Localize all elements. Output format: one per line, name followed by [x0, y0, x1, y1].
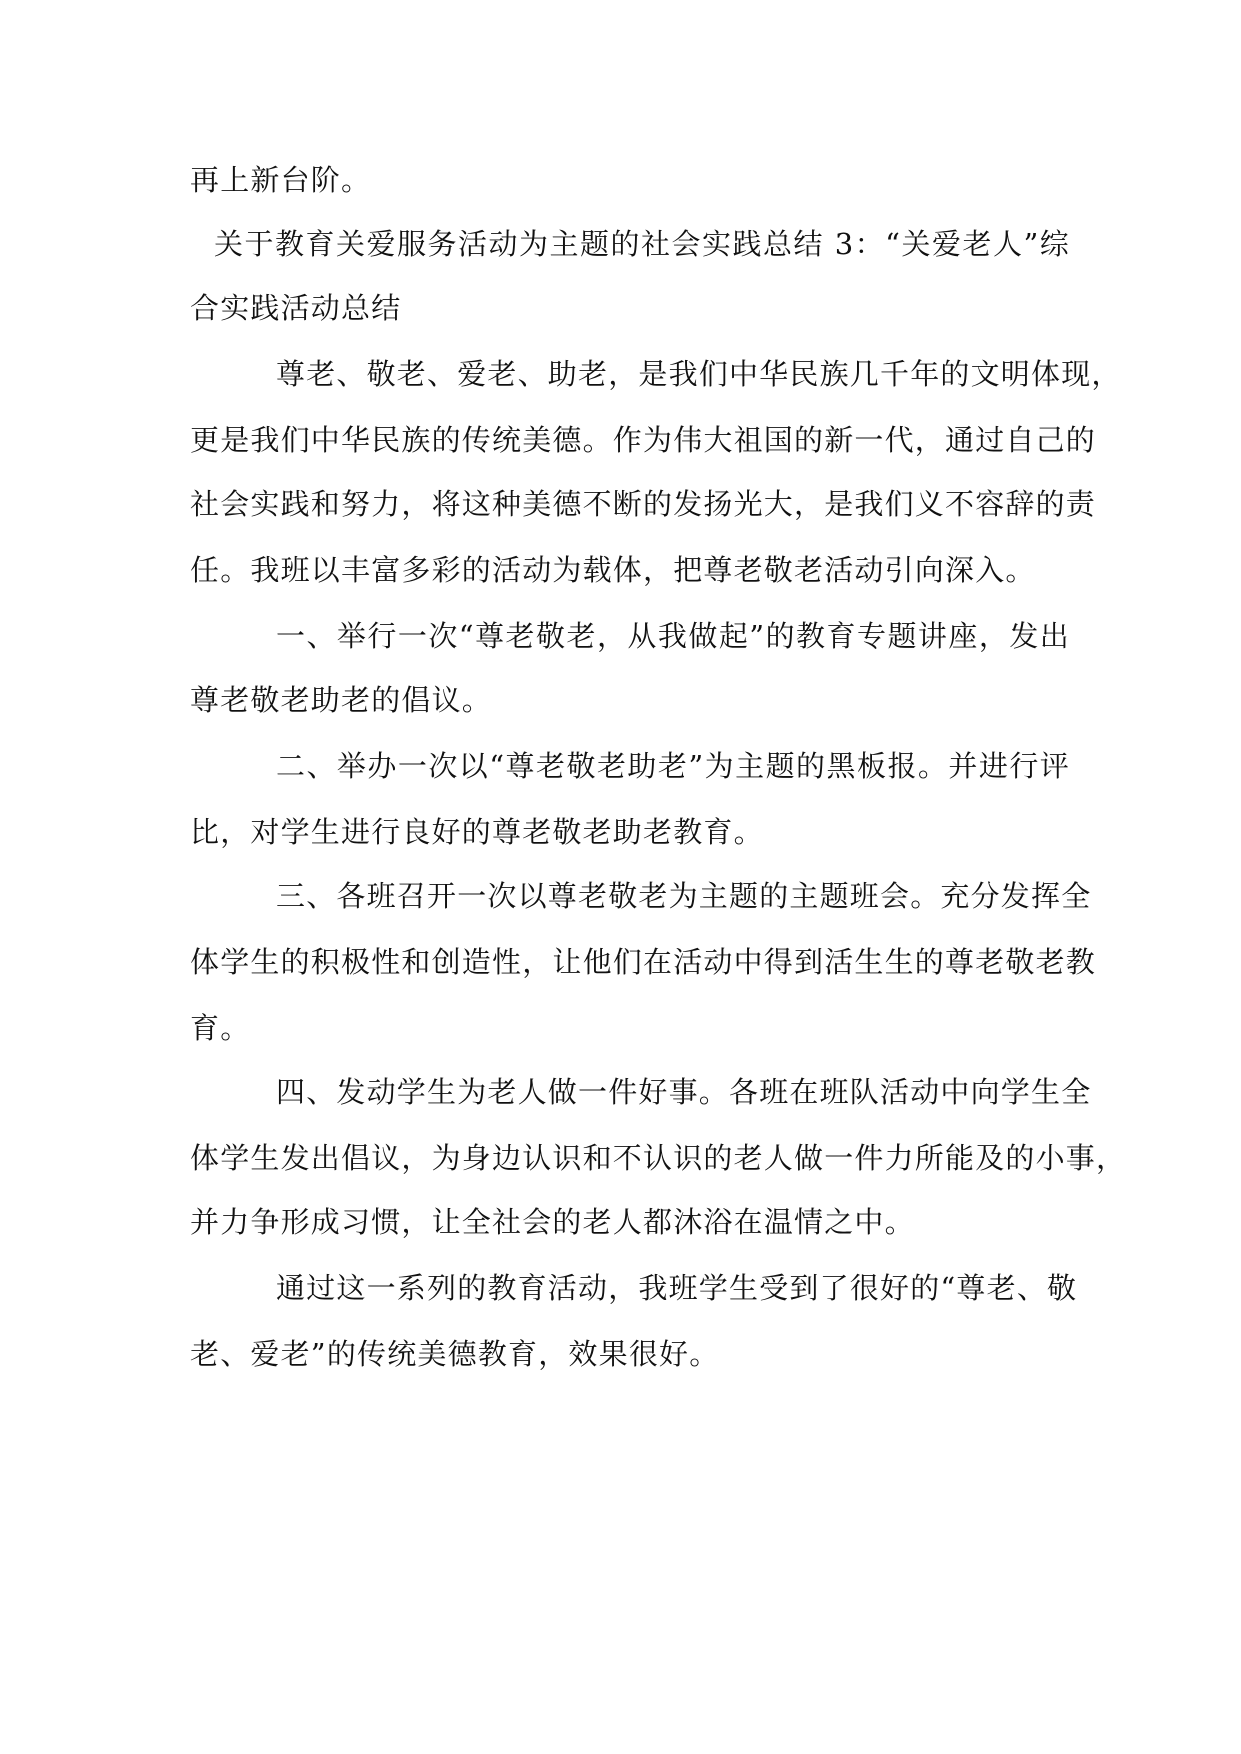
paragraph-line: 育。 — [190, 1011, 251, 1045]
paragraph-line: 比，对学生进行良好的尊老敬老助老教育。 — [190, 815, 764, 849]
paragraph-line: 任。我班以丰富多彩的活动为载体，把尊老敬老活动引向深入。 — [190, 553, 1036, 587]
text-line: 再上新台阶。 — [190, 163, 372, 197]
paragraph-line: 尊老、敬老、爱老、助老，是我们中华民族几千年的文明体现， — [276, 357, 1122, 391]
paragraph-line: 并力争形成习惯，让全社会的老人都沐浴在温情之中。 — [190, 1205, 915, 1239]
paragraph-line: 尊老敬老助老的倡议。 — [190, 683, 493, 717]
paragraph-line: 二、举办一次以“尊老敬老助老”为主题的黑板报。并进行评 — [276, 749, 1070, 783]
paragraph-line: 老、爱老”的传统美德教育，效果很好。 — [190, 1337, 720, 1371]
paragraph-line: 通过这一系列的教育活动，我班学生受到了很好的“尊老、敬 — [276, 1271, 1078, 1305]
paragraph-line: 社会实践和努力，将这种美德不断的发扬光大，是我们义不容辞的责 — [190, 487, 1097, 521]
section-heading-line: 关于教育关爱服务活动为主题的社会实践总结 3：“关爱老人”综 — [214, 227, 1070, 261]
paragraph-line: 一、举行一次“尊老敬老，从我做起”的教育专题讲座，发出 — [276, 619, 1070, 653]
paragraph-line: 三、各班召开一次以尊老敬老为主题的主题班会。充分发挥全 — [276, 879, 1092, 913]
paragraph-line: 更是我们中华民族的传统美德。作为伟大祖国的新一代，通过自己的 — [190, 423, 1097, 457]
paragraph-line: 四、发动学生为老人做一件好事。各班在班队活动中向学生全 — [276, 1075, 1092, 1109]
paragraph-line: 体学生的积极性和创造性，让他们在活动中得到活生生的尊老敬老教 — [190, 945, 1097, 979]
paragraph-line: 体学生发出倡议，为身边认识和不认识的老人做一件力所能及的小事， — [190, 1141, 1127, 1175]
section-heading-line: 合实践活动总结 — [190, 291, 402, 325]
